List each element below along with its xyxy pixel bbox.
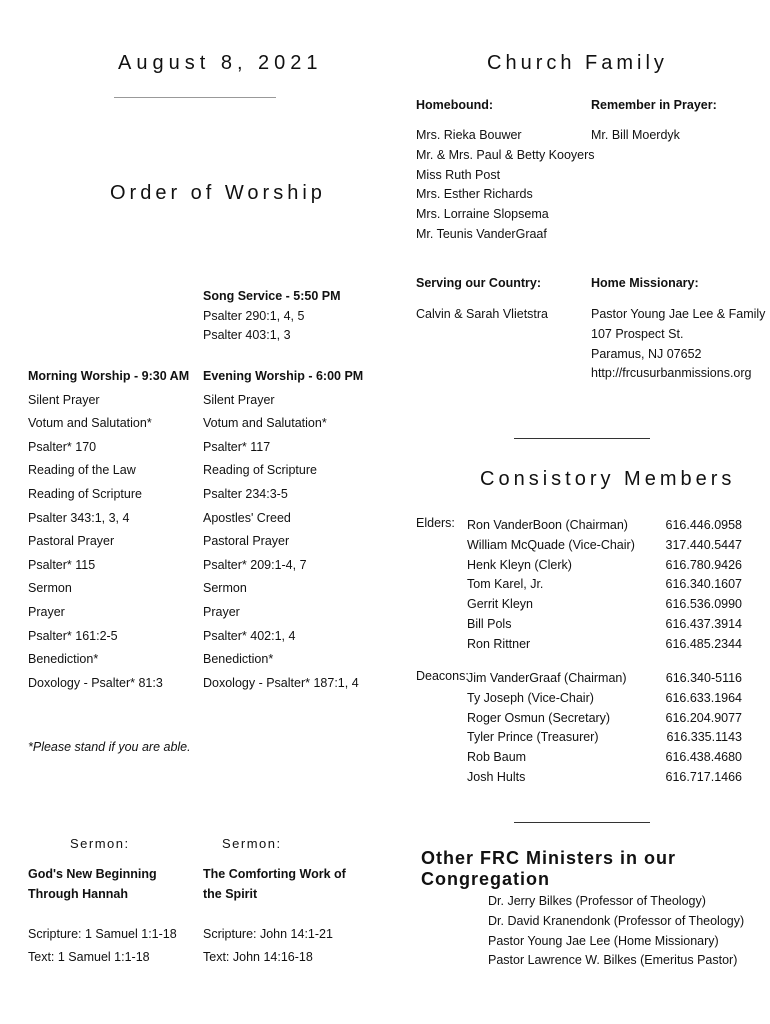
divider: [514, 822, 650, 823]
list-item: Reading of Scripture: [28, 486, 142, 501]
list-item: Calvin & Sarah Vlietstra: [416, 307, 549, 321]
text-ref: Text: 1 Samuel 1:1-18: [28, 950, 150, 964]
list-item: Psalter* 115: [28, 557, 96, 572]
deacons-names: [467, 669, 627, 788]
list-item: Psalter* 117: [203, 439, 271, 454]
member-phone: 616.485.2344: [665, 636, 742, 651]
stand-note: *Please stand if you are able.: [28, 740, 191, 754]
serving-list: [416, 305, 548, 325]
member-name: Gerrit Kleyn: [467, 597, 533, 612]
list-item: 107 Prospect St.: [591, 326, 684, 341]
sermon-title-line: God's New Beginning: [28, 867, 157, 881]
evening-sermon-refs: [203, 923, 333, 969]
member-name: Bill Pols: [467, 616, 512, 631]
homebound-label: Homebound:: [416, 98, 494, 112]
member-phone: 616.536.0990: [665, 597, 742, 612]
sermon-label: Sermon:: [70, 836, 130, 851]
list-item: Votum and Salutation*: [203, 416, 327, 431]
homebound-list: [416, 126, 595, 245]
sermon-title-line: Through Hannah: [28, 887, 128, 901]
list-item: Doxology - Psalter* 187:1, 4: [203, 675, 359, 690]
text-ref: Text: John 14:16-18: [203, 950, 313, 964]
song-service-heading: Song Service - 5:50 PM: [203, 289, 341, 303]
member-phone: 616.204.9077: [665, 710, 742, 725]
member-name: Henk Kleyn (Clerk): [467, 557, 572, 572]
list-item: Mrs. Rieka Bouwer: [416, 128, 522, 142]
list-item: Pastor Young Jae Lee (Home Missionary): [488, 933, 719, 948]
member-phone: 616.340.1607: [665, 577, 742, 592]
list-item: Psalter* 402:1, 4: [203, 628, 296, 643]
prayer-label: Remember in Prayer:: [591, 98, 717, 112]
elders-phones: [642, 516, 742, 655]
list-item: Mrs. Esther Richards: [416, 187, 533, 202]
list-item: Benediction*: [203, 652, 274, 667]
date-heading: August 8, 2021: [118, 52, 323, 74]
member-phone: 616.633.1964: [665, 690, 742, 705]
list-item: Psalter 343:1, 3, 4: [28, 510, 130, 525]
missionary-label: Home Missionary:: [591, 276, 699, 290]
elders-names: [467, 516, 635, 655]
deacons-phones: [642, 669, 742, 788]
list-item: Silent Prayer: [203, 392, 275, 407]
divider: [514, 438, 650, 439]
list-item: Psalter* 209:1-4, 7: [203, 557, 307, 572]
list-item: Dr. David Kranendonk (Professor of Theology): [488, 913, 745, 928]
member-name: Roger Osmun (Secretary): [467, 710, 611, 725]
member-phone: 616.438.4680: [665, 750, 742, 765]
list-item: Doxology - Psalter* 81:3: [28, 675, 163, 690]
list-item: Sermon: [203, 581, 247, 596]
prayer-list: [591, 126, 680, 146]
member-phone: 616.446.0958: [665, 518, 742, 532]
divider: [114, 97, 276, 98]
list-item: Prayer: [203, 604, 240, 619]
member-phone: 616.717.1466: [665, 769, 742, 784]
evening-sermon-title: [203, 864, 346, 904]
member-name: Rob Baum: [467, 750, 527, 765]
member-phone: 616.780.9426: [665, 557, 742, 572]
sermon-label: Sermon:: [222, 836, 282, 851]
evening-worship-order: [203, 365, 363, 695]
member-phone: 317.440.5447: [665, 537, 742, 552]
list-item: Prayer: [28, 604, 65, 619]
list-item: Votum and Salutation*: [28, 416, 152, 431]
list-item: Psalter* 170: [28, 439, 97, 454]
song-service: [203, 287, 341, 346]
member-phone: 616.340-5116: [665, 671, 742, 685]
member-name: Tom Karel, Jr.: [467, 577, 544, 592]
sermon-title-line: The Comforting Work of: [203, 867, 346, 881]
church-family-title: Church Family: [487, 52, 668, 74]
evening-heading: Evening Worship - 6:00 PM: [203, 369, 364, 383]
list-item: http://frcusurbanmissions.org: [591, 366, 752, 381]
list-item: Mr. & Mrs. Paul & Betty Kooyers: [416, 147, 595, 162]
list-item: Mrs. Lorraine Slopsema: [416, 207, 549, 222]
member-phone: 616.437.3914: [665, 616, 742, 631]
scripture-ref: Scripture: John 14:1-21: [203, 927, 333, 941]
deacons-label: Deacons:: [416, 669, 469, 683]
list-item: Dr. Jerry Bilkes (Professor of Theology): [488, 894, 706, 908]
list-item: Pastoral Prayer: [203, 534, 290, 549]
member-name: Ron Rittner: [467, 636, 531, 651]
serving-label: Serving our Country:: [416, 276, 542, 290]
missionary-list: [591, 305, 765, 384]
scripture-ref: Scripture: 1 Samuel 1:1-18: [28, 927, 177, 941]
list-item: Psalter 403:1, 3: [203, 328, 291, 342]
morning-worship-order: [28, 365, 189, 695]
list-item: Silent Prayer: [28, 392, 100, 407]
member-name: William McQuade (Vice-Chair): [467, 537, 635, 552]
member-phone: 616.335.1143: [666, 730, 742, 745]
list-item: Apostles' Creed: [203, 510, 291, 525]
list-item: Miss Ruth Post: [416, 167, 501, 182]
morning-sermon-title: [28, 864, 157, 904]
list-item: Psalter* 161:2-5: [28, 628, 118, 643]
member-name: Tyler Prince (Treasurer): [467, 730, 599, 745]
elders-label: Elders:: [416, 516, 455, 530]
list-item: Mr. Teunis VanderGraaf: [416, 226, 547, 241]
morning-heading: Morning Worship - 9:30 AM: [28, 369, 190, 383]
other-ministers-list: [488, 892, 744, 971]
order-of-worship-title: Order of Worship: [110, 182, 326, 204]
list-item: Psalter 290:1, 4, 5: [203, 308, 305, 323]
list-item: Psalter 234:3-5: [203, 486, 288, 501]
other-ministers-title: Other FRC Ministers in our Congregation: [421, 848, 677, 889]
member-name: Ron VanderBoon (Chairman): [467, 518, 628, 532]
list-item: Mr. Bill Moerdyk: [591, 128, 680, 142]
list-item: Reading of Scripture: [203, 463, 317, 478]
list-item: Sermon: [28, 581, 72, 596]
list-item: Pastor Lawrence W. Bilkes (Emeritus Pastor): [488, 953, 738, 968]
list-item: Paramus, NJ 07652: [591, 346, 702, 361]
consistory-title: Consistory Members: [480, 468, 736, 490]
list-item: Benediction*: [28, 652, 99, 667]
morning-sermon-refs: [28, 923, 177, 969]
list-item: Pastoral Prayer: [28, 534, 115, 549]
list-item: Pastor Young Jae Lee & Family: [591, 307, 766, 321]
list-item: Reading of the Law: [28, 463, 136, 478]
sermon-title-line: the Spirit: [203, 887, 258, 901]
member-name: Josh Hults: [467, 769, 526, 784]
member-name: Jim VanderGraaf (Chairman): [467, 671, 627, 685]
member-name: Ty Joseph (Vice-Chair): [467, 690, 594, 705]
